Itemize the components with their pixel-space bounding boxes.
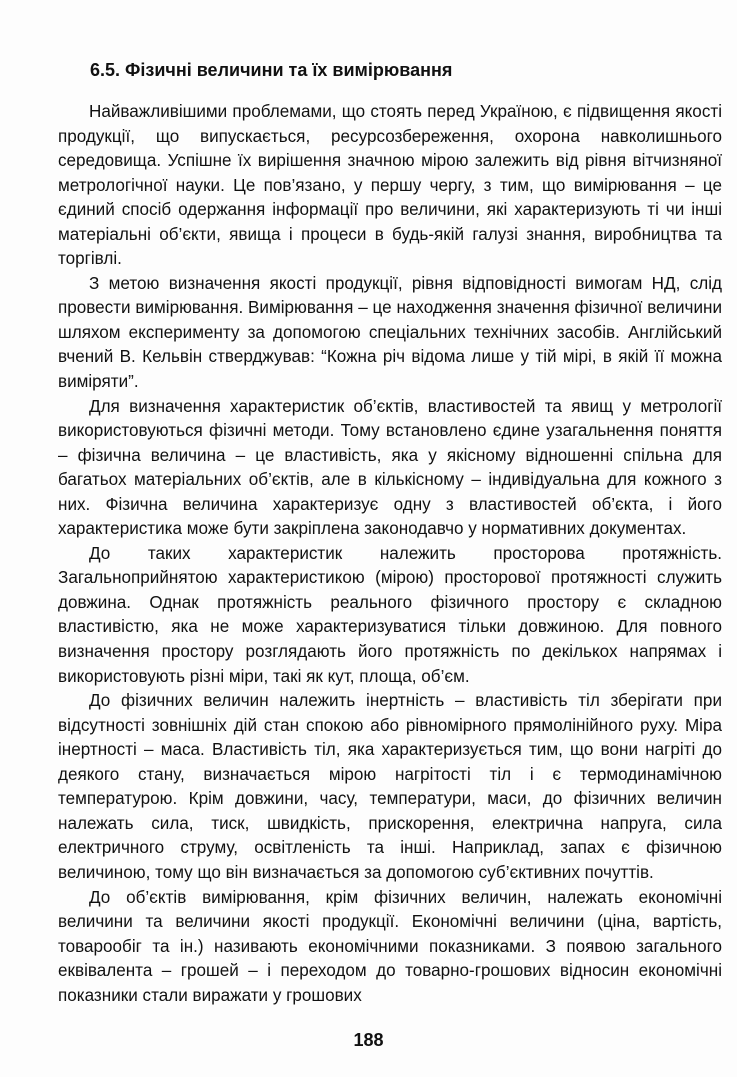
- body-text: [58, 100, 722, 1008]
- section-heading: 6.5. Фізичні величини та їх вимірювання: [90, 60, 453, 80]
- paragraph: Для визначення характеристик об’єктів, властивостей та явищ у метрології використовуються фізичні методи. Тому встановлено єдине узагальнення поняття – фізична величина – це властивість, яка у якісному відношенні спільна для багатьох матеріальних об’єктів, але в кількісному – індивідуальна для кожного з них. Фізична величина характеризує одну з властивостей об’єкта, і його характеристика може бути закріплена законодавчо у нормативних документах.: [58, 396, 722, 539]
- paragraph: Найважливішими проблемами, що стоять перед Україною, є підвищення якості продукції, що випускається, ресурсозбереження, охорона навколишнього середовища. Успішне їх вирішення значною мірою залежить від рівня вітчизняної метрологічної науки. Це пов’язано, у першу чергу, з тим, що вимірювання – це єдиний спосіб одержання інформації про величини, які характеризують ті чи інші матеріальні об’єкти, явища і процеси в будь-якій галузі знання, виробництва та торгівлі.: [58, 102, 722, 269]
- paragraph: До фізичних величин належить інертність – властивість тіл зберігати при відсутності зовнішніх дій стан спокою або рівномірного прямолінійного руху. Міра інертності – маса. Властивість тіл, яка характеризується тим, що вони нагріті до деякого стану, визначається мірою нагрітості тіл і є термодинамічною температурою. Крім довжини, часу, температури, маси, до фізичних величин належать сила, тиск, швидкість, прискорення, електрична напруга, сила електричного струму, освітленість та інші. Наприклад, запах є фізичною величиною, тому що він визначається за допомогою суб’єктивних почуттів.: [58, 691, 722, 882]
- paragraph: З метою визначення якості продукції, рівня відповідності вимогам НД, слід провести вимірювання. Вимірювання – це находження значення фізичної величини шляхом експерименту за допомогою спеціальних технічних засобів. Англійський вчений В. Кельвін стверджував: “Кожна річ відома лише у тій мірі, в якій її можна виміряти”.: [58, 273, 722, 392]
- paragraph: До таких характеристик належить просторова протяжність. Загальноприйнятою характеристикою (мірою) просторової протяжності служить довжина. Однак протяжність реального фізичного простору є складною властивістю, яка не може характеризуватися тільки довжиною. Для повного визначення простору розглядають його протяжність по декількох напрямах і використовують різні міри, такі як кут, площа, об’єм.: [58, 543, 722, 686]
- page-number: 188: [353, 1030, 384, 1050]
- paragraph: До об’єктів вимірювання, крім фізичних величин, належать економічні величини та величини якості продукції. Економічні величини (ціна, вартість, товарообіг та ін.) називають економічними показниками. З появою загального еквівалента – грошей – і переходом до товарно-грошових відносин економічні показники стали виражати у грошових: [58, 887, 722, 1005]
